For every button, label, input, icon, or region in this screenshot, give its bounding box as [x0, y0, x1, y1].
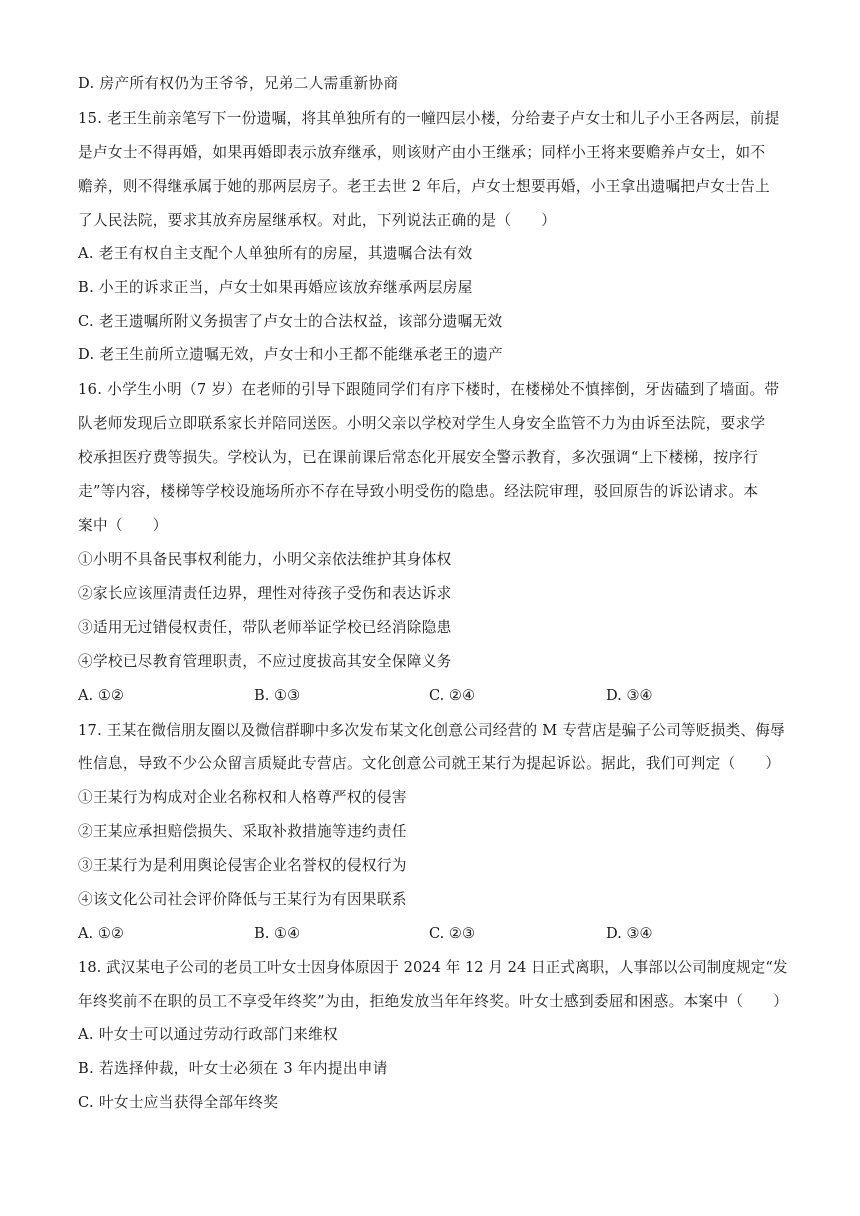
q17-statement-2: ②王某应承担赔偿损失、采取补救措施等违约责任 — [78, 823, 407, 840]
q16-option-a: A. ①② — [78, 687, 124, 704]
q18-option-c: C. 叶女士应当获得全部年终奖 — [78, 1094, 279, 1111]
q15-option-a: A. 老王有权自主支配个人单独所有的房屋，其遗嘱合法有效 — [78, 245, 473, 262]
q17-statement-4: ④该文化公司社会评价降低与王某行为有因果联系 — [78, 891, 407, 908]
q17-option-b: B. ①④ — [254, 925, 301, 942]
q14-option-d: D. 房产所有权仍为王爷爷，兄弟二人需重新协商 — [78, 75, 399, 92]
q15-stem-line-4: 了人民法院，要求其放弃房屋继承权。对此，下列说法正确的是（ ） — [78, 212, 557, 229]
q16-option-d: D. ③④ — [606, 687, 653, 704]
q16-statement-2: ②家长应该厘清责任边界，理性对待孩子受伤和表达诉求 — [78, 585, 452, 602]
q17-option-a: A. ①② — [78, 925, 124, 942]
q15-option-c: C. 老王遗嘱所附义务损害了卢女士的合法权益，该部分遗嘱无效 — [78, 313, 503, 330]
q16-option-c: C. ②④ — [429, 687, 476, 704]
q15-option-b: B. 小王的诉求正当，卢女士如果再婚应该放弃继承两层房屋 — [78, 279, 473, 296]
q15-stem-line-2: 是卢女士不得再婚，如果再婚即表示放弃继承，则该财产由小王继承；同样小王将来要赡养卢女士，如不 — [78, 144, 766, 161]
q18-option-b: B. 若选择仲裁，叶女士必须在 3 年内提出申请 — [78, 1060, 388, 1077]
q15-option-d: D. 老王生前所立遗嘱无效，卢女士和小王都不能继承老王的遗产 — [78, 346, 503, 363]
q18-stem-line-1: 18. 武汉某电子公司的老员工叶女士因身体原因于 2024 年 12 月 24 日正式离职，人事部以公司制度规定“发 — [78, 959, 788, 976]
q16-stem-line-1: 16. 小学生小明（7 岁）在老师的引导下跟随同学们有序下楼时，在楼梯处不慎摔倒，牙齿磕到了墙面。带 — [78, 381, 780, 398]
q17-stem-line-1: 17. 王某在微信朋友圈以及微信群聊中多次发布某文化创意公司经营的 M 专营店是骗子公司等贬损类、侮辱 — [78, 722, 785, 739]
q15-stem-line-1: 15. 老王生前亲笔写下一份遗嘱，将其单独所有的一幢四层小楼，分给妻子卢女士和儿子小王各两层，前提 — [78, 110, 780, 127]
q16-statement-1: ①小明不具备民事权利能力，小明父亲依法维护其身体权 — [78, 551, 452, 568]
q16-statement-4: ④学校已尽教育管理职责，不应过度拔高其安全保障义务 — [78, 653, 452, 670]
q17-stem-line-2: 性信息，导致不少公众留言质疑此专营店。文化创意公司就王某行为提起诉讼。据此，我们可判定（ ） — [78, 755, 781, 772]
q18-stem-line-2: 年终奖前不在职的员工不享受年终奖”为由，拒绝发放当年年终奖。叶女士感到委屈和困惑。本案中（ ） — [78, 993, 789, 1010]
q16-stem-line-4: 走”等内容，楼梯等学校设施场所亦不存在导致小明受伤的隐患。经法院审理，驳回原告的诉讼请求。本 — [78, 483, 759, 500]
q17-statement-1: ①王某行为构成对企业名称权和人格尊严权的侵害 — [78, 789, 407, 806]
q17-statement-3: ③王某行为是利用舆论侵害企业名誉权的侵权行为 — [78, 857, 407, 874]
q18-option-a: A. 叶女士可以通过劳动行政部门来维权 — [78, 1026, 338, 1043]
q17-option-d: D. ③④ — [606, 925, 653, 942]
q16-option-b: B. ①③ — [254, 687, 301, 704]
q16-stem-line-3: 校承担医疗费等损失。学校认为，已在课前课后常态化开展安全警示教育，多次强调“上下楼梯，按序行 — [78, 449, 759, 466]
q15-stem-line-3: 赡养，则不得继承属于她的那两层房子。老王去世 2 年后，卢女士想要再婚，小王拿出遗嘱把卢女士告上 — [78, 178, 771, 195]
q17-option-c: C. ②③ — [429, 925, 476, 942]
q16-stem-line-2: 队老师发现后立即联系家长并陪同送医。小明父亲以学校对学生人身安全监管不力为由诉至法院，要求学 — [78, 415, 766, 432]
q16-stem-line-5: 案中（ ） — [78, 517, 168, 534]
q16-statement-3: ③适用无过错侵权责任，带队老师举证学校已经消除隐患 — [78, 619, 452, 636]
